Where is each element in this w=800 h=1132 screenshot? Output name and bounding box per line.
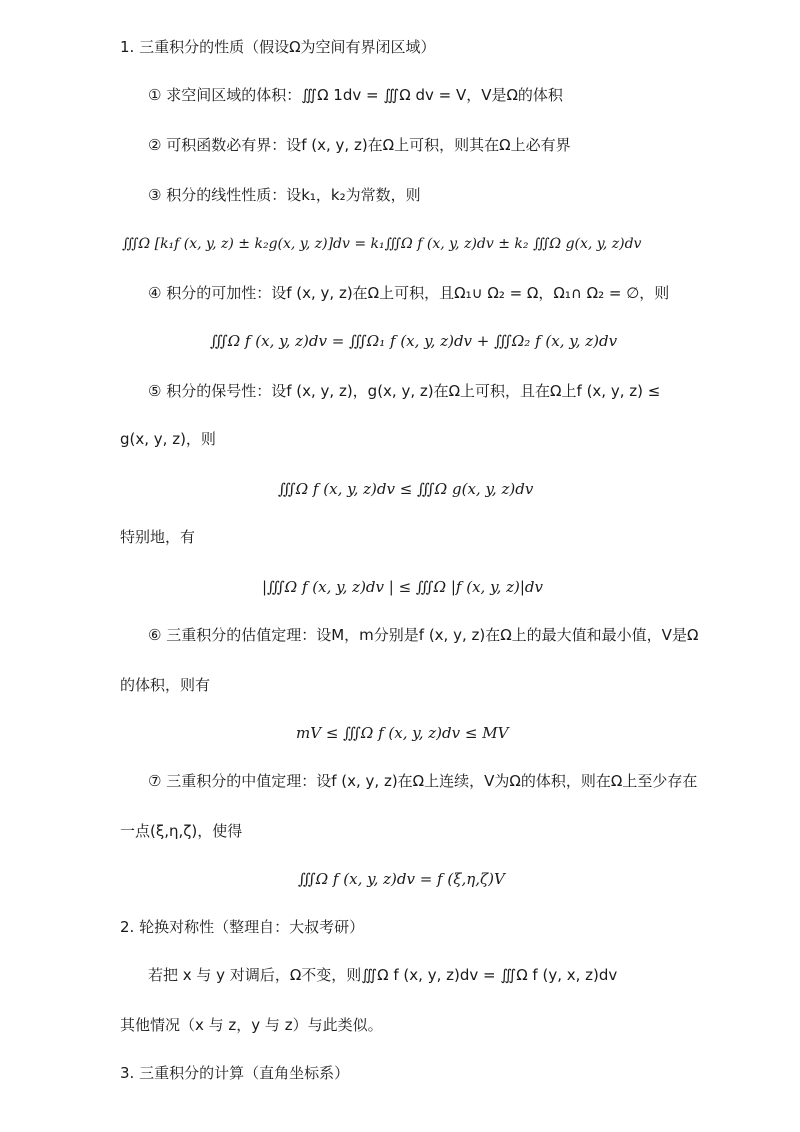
heading-1: 1. 三重积分的性质（假设Ω为空间有界闭区域） — [120, 38, 436, 56]
formula-additivity: ∭Ω f (x, y, z)dv = ∭Ω₁ f (x, y, z)dv + ∭Ω₂ f (x, y, z)dv — [210, 332, 618, 350]
symmetry-statement: 若把 x 与 y 对调后，Ω不变，则∭Ω f (x, y, z)dv = ∭Ω f (y, x, z)dv — [148, 966, 618, 984]
property-4: ④ 积分的可加性：设f (x, y, z)在Ω上可积，且Ω₁∪ Ω₂ = Ω，Ω₁∩ Ω₂ = ∅，则 — [148, 284, 670, 302]
property-5: ⑤ 积分的保号性：设f (x, y, z)，g(x, y, z)在Ω上可积，且在Ω上f (x, y, z) ≤ — [148, 382, 661, 400]
symmetry-note: 其他情况（x 与 z，y 与 z）与此类似。 — [120, 1016, 383, 1034]
property-5-cont: g(x, y, z)，则 — [120, 430, 216, 448]
special-case-label: 特别地，有 — [120, 528, 196, 546]
formula-linearity: ∭Ω [k₁f (x, y, z) ± k₂g(x, y, z)]dv = k₁∭Ω f (x, y, z)dv ± k₂ ∭Ω g(x, y, z)dv — [122, 236, 642, 252]
heading-2: 2. 轮换对称性（整理自：大叔考研） — [120, 918, 365, 936]
property-6: ⑥ 三重积分的估值定理：设M，m分别是f (x, y, z)在Ω上的最大值和最小值，V是Ω — [148, 626, 699, 644]
formula-abs: |∭Ω f (x, y, z)dv | ≤ ∭Ω |f (x, y, z)|dv — [262, 578, 543, 596]
formula-estimate: mV ≤ ∭Ω f (x, y, z)dv ≤ MV — [296, 724, 509, 742]
property-7-cont: 一点(ξ,η,ζ)，使得 — [120, 822, 243, 840]
property-2: ② 可积函数必有界：设f (x, y, z)在Ω上可积，则其在Ω上必有界 — [148, 136, 571, 154]
property-6-cont: 的体积，则有 — [120, 676, 211, 694]
property-7: ⑦ 三重积分的中值定理：设f (x, y, z)在Ω上连续，V为Ω的体积，则在Ω上至少存在 — [148, 772, 698, 790]
property-3: ③ 积分的线性性质：设k₁，k₂为常数，则 — [148, 186, 421, 204]
formula-sign: ∭Ω f (x, y, z)dv ≤ ∭Ω g(x, y, z)dv — [278, 480, 534, 498]
formula-mean-value: ∭Ω f (x, y, z)dv = f (ξ,η,ζ)V — [298, 870, 505, 888]
heading-3: 3. 三重积分的计算（直角坐标系） — [120, 1064, 350, 1082]
property-1: ① 求空间区域的体积：∭Ω 1dv = ∭Ω dv = V，V是Ω的体积 — [148, 86, 563, 104]
